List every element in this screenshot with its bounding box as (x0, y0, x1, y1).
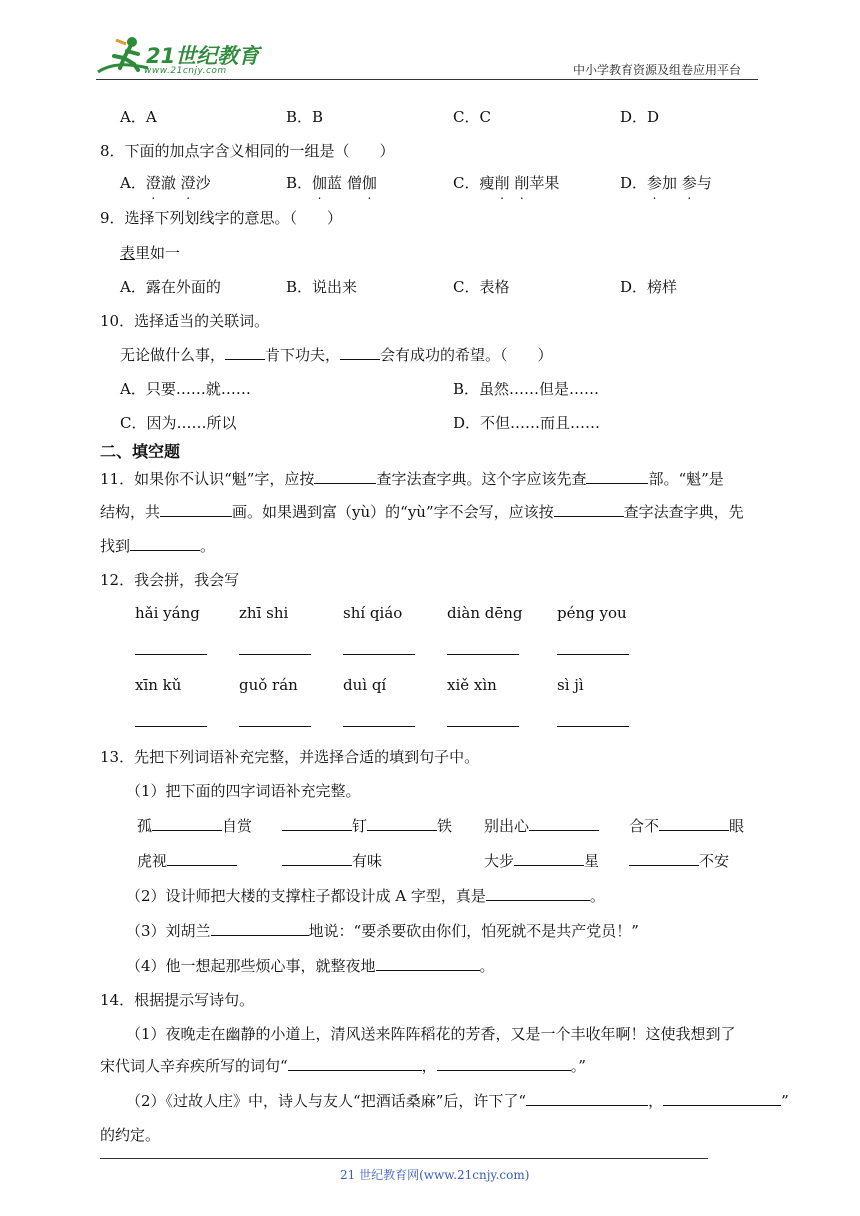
q13-idiom-8: 不安 (629, 850, 729, 871)
q9-option-d: D．榜样 (620, 278, 678, 296)
answer-line[interactable] (447, 726, 519, 727)
q11-blank-3[interactable] (160, 502, 232, 517)
answer-line[interactable] (557, 726, 629, 727)
q11-blank-4[interactable] (554, 502, 624, 517)
footer-rule (100, 1158, 708, 1159)
q13-idiom-7: 大步 星 (484, 852, 600, 870)
q7-option-a: A．A (120, 108, 157, 126)
q11-line-3: 找到 。 (100, 537, 216, 555)
answer-line[interactable] (135, 726, 207, 727)
pinyin-item: hǎi yáng (135, 604, 200, 622)
q13-part-1: （1）把下面的四字词语补充完整。 (126, 782, 361, 800)
pinyin-item: diàn dēng (447, 604, 523, 622)
site-logo (96, 34, 266, 80)
pinyin-item: guǒ rán (239, 676, 298, 694)
pinyin-item: péng you (557, 604, 627, 622)
q8-option-d: D．参加 参与 (620, 174, 712, 192)
q13-idiom-3: 别出心 (484, 815, 599, 836)
q8-option-b: B．伽蓝 僧伽 (286, 174, 377, 192)
q9-option-c: C．表格 (453, 278, 510, 296)
q13-idiom-4: 合不 眼 (629, 817, 745, 835)
q14-part-1: （1）夜晚走在幽静的小道上，清风送来阵阵稻花的芳香，又是一个丰收年啊！这使我想到了 (126, 1025, 736, 1043)
answer-line[interactable] (557, 654, 629, 655)
q14-part-2-end: 的约定。 (100, 1126, 161, 1144)
q8-option-a: A．澄澈 澄沙 (120, 174, 211, 192)
answer-line[interactable] (343, 654, 415, 655)
answer-line[interactable] (135, 654, 207, 655)
q10-option-d: D．不但……而且…… (453, 414, 601, 432)
q9-word: 表里如一 (120, 244, 181, 262)
answer-line[interactable] (447, 654, 519, 655)
q11-blank-2[interactable] (586, 469, 648, 484)
q13-idiom-5: 虎视 (137, 850, 237, 871)
pinyin-item: xiě xìn (447, 676, 497, 694)
footer-text: 21 世纪教育网(www.21cnjy.com) (340, 1168, 530, 1182)
q10-option-a: A．只要……就…… (120, 380, 251, 398)
q7-option-c: C．C (453, 108, 491, 126)
q13-idiom-6: 有味 (282, 850, 382, 871)
pinyin-item: duì qí (343, 676, 387, 694)
section-heading: 二、填空题 (100, 442, 181, 461)
q14-part-1-line-2: 宋代词人辛弃疾所写的词句“ ， 。” (100, 1057, 586, 1075)
q13-idiom-2: 钉 铁 (282, 815, 452, 836)
q10-option-b: B．虽然……但是…… (453, 380, 600, 398)
pinyin-item: zhī shi (239, 604, 289, 622)
q9-option-a: A．露在外面的 (120, 278, 221, 296)
q11-blank-1[interactable] (314, 469, 376, 484)
q14-part-2: （2）《过故人庄》中，诗人与友人“把酒话桑麻”后，许下了“ ， ” (126, 1092, 789, 1110)
q8-stem: 8．下面的加点字含义相同的一组是（ ） (100, 142, 395, 160)
q11-line-2: 结构，共 画。如果遇到富（yù）的“yù”字不会写，应该按 查字法查字典，先 (100, 503, 744, 521)
q10-option-c: C．因为……所以 (120, 414, 237, 432)
q9-option-b: B．说出来 (286, 278, 358, 296)
q13-stem: 13．先把下列词语补充完整，并选择合适的填到句子中。 (100, 748, 480, 766)
header-platform-text: 中小学教育资源及组卷应用平台 (573, 63, 742, 77)
q7-option-b: B．B (286, 108, 324, 126)
answer-line[interactable] (343, 726, 415, 727)
pinyin-item: shí qiáo (343, 604, 403, 622)
pinyin-item: xīn kǔ (135, 676, 182, 694)
pinyin-item: sì jì (557, 676, 584, 694)
header-rule (96, 79, 758, 80)
q11-blank-5[interactable] (130, 536, 200, 551)
q8-option-c: C．瘦削 削苹果 (453, 174, 560, 192)
q13-part-4: （4）他一想起那些烦心事，就整夜地 。 (126, 957, 495, 975)
q9-stem: 9．选择下列划线字的意思。（ ） (100, 209, 343, 227)
q10-stem: 10．选择适当的关联词。 (100, 312, 270, 330)
q10-sentence: 无论做什么事， 肯下功夫， 会有成功的希望。（ ） (120, 346, 553, 364)
q13-part-3: （3）刘胡兰 地说：“要杀要砍由你们，怕死就不是共产党员！” (126, 922, 639, 940)
answer-line[interactable] (239, 726, 311, 727)
q12-stem: 12．我会拼，我会写 (100, 571, 240, 589)
answer-line[interactable] (239, 654, 311, 655)
logo-url: www.21cnjy.com (144, 66, 227, 76)
q13-part-2: （2）设计师把大楼的支撑柱子都设计成 A 字型，真是 。 (126, 887, 605, 905)
q7-option-d: D．D (620, 108, 660, 126)
logo-text: 21世纪教育 (146, 44, 260, 68)
q14-stem: 14．根据提示写诗句。 (100, 991, 255, 1009)
q10-blank-1[interactable] (225, 345, 265, 360)
q10-blank-2[interactable] (340, 345, 380, 360)
q11-line-1: 11．如果你不认识“魁”字，应按 查字法查字典。这个字应该先查 部。“魁”是 (100, 470, 724, 488)
q13-idiom-1: 孤 自赏 (137, 817, 253, 835)
